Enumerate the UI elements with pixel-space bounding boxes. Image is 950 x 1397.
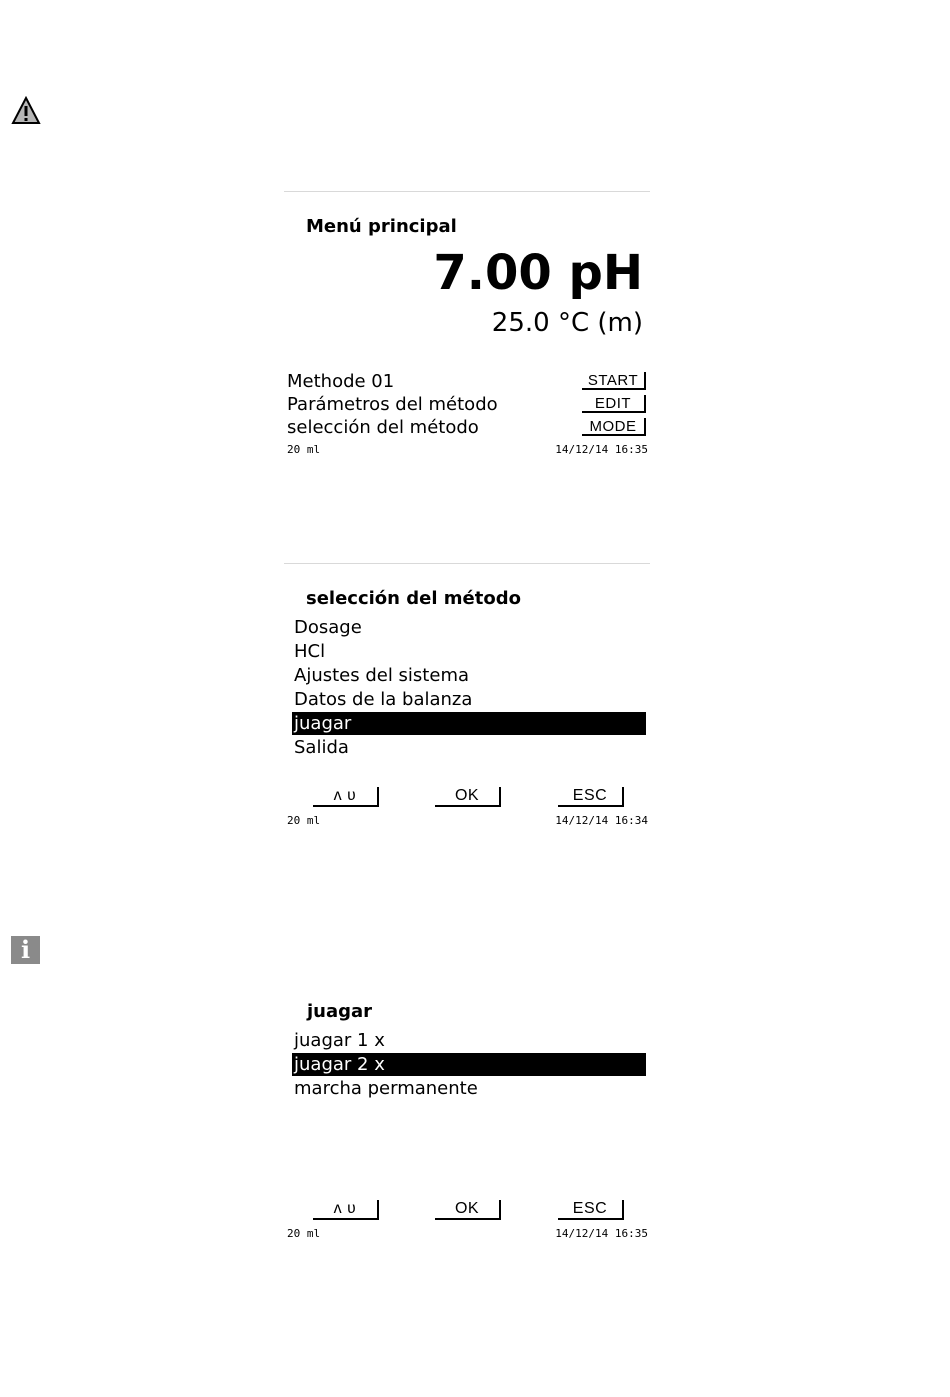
list-item[interactable]: Ajustes del sistema xyxy=(294,665,470,686)
list-item[interactable]: Salida xyxy=(294,737,349,758)
volume-status: 20 ml xyxy=(287,1227,321,1240)
method-list xyxy=(292,616,646,759)
method-parameters-link[interactable]: Parámetros del método xyxy=(287,394,498,415)
list-item[interactable]: Datos de la balanza xyxy=(294,689,473,710)
ok-button[interactable]: OK xyxy=(435,1200,501,1220)
screen2-top-divider xyxy=(284,563,650,564)
screen2-title: selección del método xyxy=(306,588,521,609)
method-name: Methode 01 xyxy=(287,371,395,392)
list-item[interactable]: HCl xyxy=(294,641,326,662)
rinse-list xyxy=(292,1029,646,1100)
volume-status: 20 ml xyxy=(287,814,321,827)
mode-button[interactable]: MODE xyxy=(582,418,646,436)
datetime-status: 14/12/14 16:35 xyxy=(555,1227,648,1240)
warning-triangle-icon xyxy=(11,96,41,126)
up-down-button[interactable]: ʌ ʋ xyxy=(313,787,379,807)
volume-status: 20 ml xyxy=(287,443,321,456)
up-down-button[interactable]: ʌ ʋ xyxy=(313,1200,379,1220)
list-item[interactable]: juagar 1 x xyxy=(294,1030,385,1051)
screen3-title: juagar xyxy=(307,1001,373,1022)
esc-button[interactable]: ESC xyxy=(558,1200,624,1220)
list-item-selected[interactable]: juagar 2 x xyxy=(292,1053,646,1076)
screen1-title: Menú principal xyxy=(306,216,457,237)
ok-button[interactable]: OK xyxy=(435,787,501,807)
list-item[interactable]: Dosage xyxy=(294,617,362,638)
temperature-readout: 25.0 °C (m) xyxy=(491,308,643,338)
esc-button[interactable]: ESC xyxy=(558,787,624,807)
list-item[interactable]: marcha permanente xyxy=(294,1078,478,1099)
ph-measurement: 7.00 pH xyxy=(433,245,643,301)
edit-button[interactable]: EDIT xyxy=(582,395,646,413)
screen1-top-divider xyxy=(284,191,650,192)
info-icon: i xyxy=(11,936,40,964)
list-item-selected[interactable]: juagar xyxy=(292,712,646,735)
method-selection-link[interactable]: selección del método xyxy=(287,417,479,438)
start-button[interactable]: START xyxy=(582,372,646,390)
datetime-status: 14/12/14 16:35 xyxy=(555,443,648,456)
datetime-status: 14/12/14 16:34 xyxy=(555,814,648,827)
